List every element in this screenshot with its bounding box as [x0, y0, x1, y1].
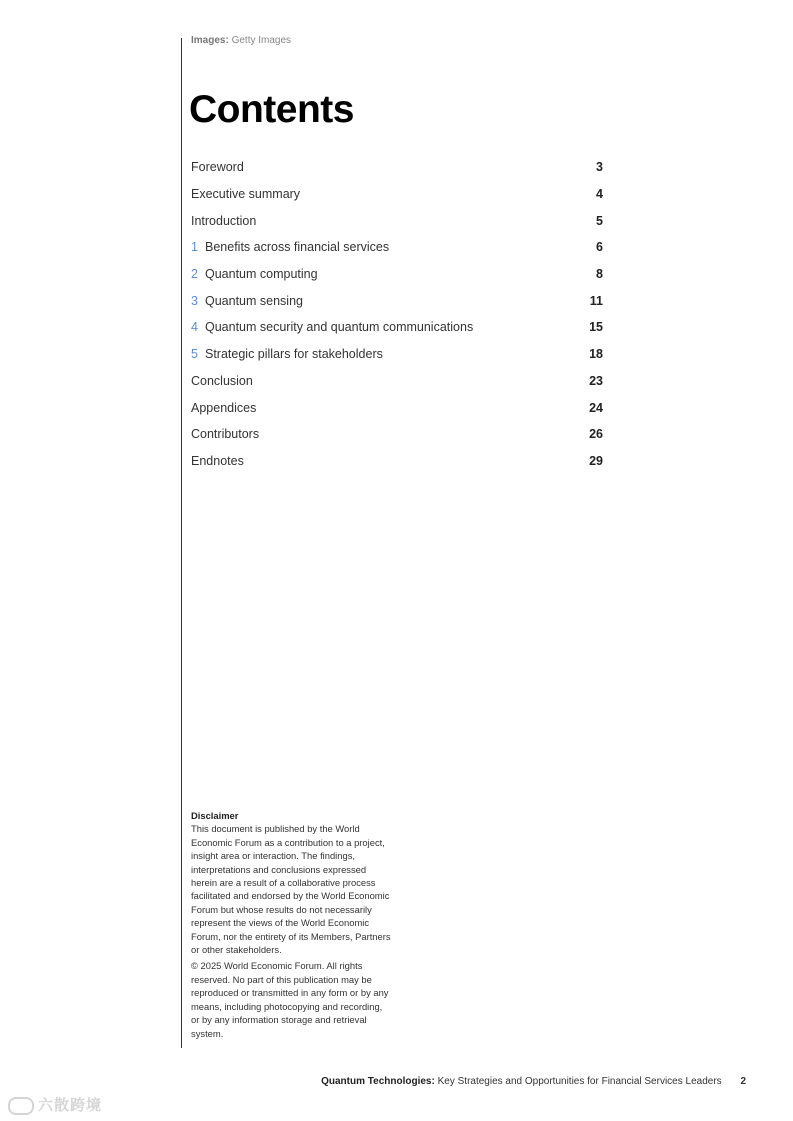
toc-item-label	[191, 320, 589, 334]
toc-page-number: 6	[596, 240, 603, 255]
toc-page-number: 18	[589, 347, 603, 362]
copyright-notice: © 2025 World Economic Forum. All rights reserved. No part of this publication may be reproduced or transmitted in any form or by any means, including photocopying and recording, or by any information storage and retrieval system.	[191, 960, 389, 1039]
footer-report-subtitle: Key Strategies and Opportunities for Financial Services Leaders	[437, 1076, 722, 1087]
toc-page-number: 11	[589, 293, 603, 308]
toc-item[interactable]	[191, 421, 603, 448]
toc-page-number: 24	[589, 400, 603, 415]
toc-item-label	[191, 214, 596, 228]
image-credit-value: Getty Images	[231, 35, 292, 46]
toc-item-label	[191, 240, 596, 254]
disclaimer-body: This document is published by the World Economic Forum as a contribution to a project, insight area or interaction. The findings, interpretations and conclusions expressed herein are a result of a collaborative process facilitated and endorsed by the World Economic Forum but whose results do not necessarily represent the views of the World Economic Forum, nor the entirety of its Members, Partners or other stakeholders.	[191, 823, 391, 956]
toc-item[interactable]	[191, 368, 603, 395]
toc-item[interactable]	[191, 261, 603, 288]
toc-page-number: 8	[596, 267, 603, 282]
toc-item-label	[191, 427, 589, 441]
toc-page-number: 23	[589, 373, 603, 388]
toc-item-text: Quantum computing	[205, 267, 318, 282]
toc-page-number: 26	[589, 427, 603, 442]
toc-item-label	[191, 160, 596, 174]
page-title: Contents	[189, 88, 354, 131]
table-of-contents	[191, 154, 603, 474]
toc-item-label	[191, 401, 589, 415]
toc-item-label	[191, 347, 589, 361]
toc-item-text: Endnotes	[191, 453, 244, 468]
toc-item[interactable]	[191, 341, 603, 368]
toc-chapter-number: 2	[191, 267, 198, 282]
toc-item[interactable]	[191, 394, 603, 421]
toc-item-text: Foreword	[191, 160, 244, 175]
toc-page-number: 3	[596, 160, 603, 175]
toc-item-text: Executive summary	[191, 187, 301, 202]
toc-item-label	[191, 267, 596, 281]
watermark-logo-icon	[8, 1097, 34, 1115]
toc-chapter-number: 3	[191, 293, 198, 308]
toc-page-number: 15	[589, 320, 603, 335]
toc-chapter-number: 1	[191, 240, 198, 255]
toc-item[interactable]	[191, 181, 603, 208]
toc-item[interactable]	[191, 207, 603, 234]
toc-item-text: Conclusion	[191, 373, 253, 388]
toc-item[interactable]	[191, 287, 603, 314]
toc-page-number: 5	[596, 213, 603, 228]
toc-item-text: Introduction	[191, 213, 257, 228]
toc-page-number: 29	[589, 453, 603, 468]
toc-item-text: Quantum sensing	[205, 293, 303, 308]
toc-item-label	[191, 187, 596, 201]
toc-item-label	[191, 294, 590, 308]
toc-item[interactable]	[191, 448, 603, 475]
toc-item[interactable]	[191, 314, 603, 341]
image-credit-label: Images:	[191, 35, 229, 46]
watermark-text: 六散跨境	[38, 1097, 103, 1114]
toc-item-text: Strategic pillars for stakeholders	[205, 347, 383, 362]
disclaimer	[191, 809, 391, 1040]
toc-item[interactable]	[191, 154, 603, 181]
footer-report-title: Quantum Technologies:	[321, 1076, 435, 1087]
toc-chapter-number: 4	[191, 320, 198, 335]
toc-item-label	[191, 454, 589, 468]
toc-item-text: Quantum security and quantum communications	[205, 320, 474, 335]
page-footer	[321, 1076, 746, 1087]
disclaimer-title: Disclaimer	[191, 810, 239, 821]
toc-item-label	[191, 374, 589, 388]
margin-rule	[181, 38, 182, 1048]
toc-item-text: Appendices	[191, 400, 257, 415]
image-credit	[191, 35, 291, 46]
toc-item-text: Benefits across financial services	[205, 240, 390, 255]
toc-item[interactable]	[191, 234, 603, 261]
toc-item-text: Contributors	[191, 427, 260, 442]
watermark	[8, 1094, 102, 1115]
toc-chapter-number: 5	[191, 347, 198, 362]
page-number: 2	[740, 1076, 746, 1087]
toc-page-number: 4	[596, 187, 603, 202]
